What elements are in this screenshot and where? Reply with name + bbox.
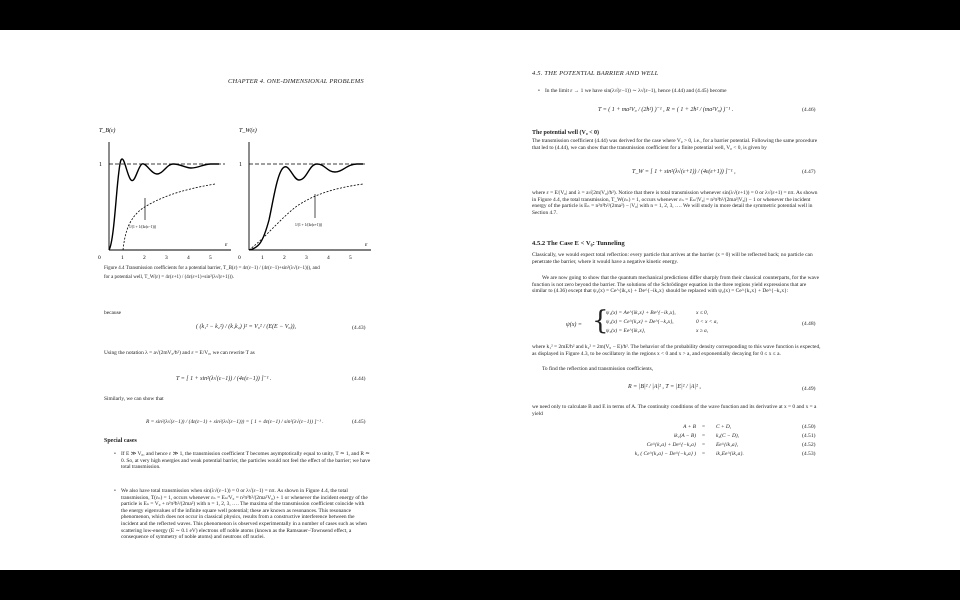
x-tick: 0 bbox=[98, 255, 101, 261]
equation-4-47: T_W = [ 1 + sin²(λ√(ε+1)) / (4ε(ε+1)) ]⁻¹ , bbox=[632, 169, 736, 175]
bullet-1-text: If E ≫ V₀, and hence ε ≫ 1, the transmission coefficient T becomes asymptotically equal to unity, T ≃ 1, and R ≃ 0. So, at very high energies and weak potential barrier, the particles would not feel the effect of the barrier; we have total transmission. bbox=[121, 451, 371, 471]
panel-b-annotation: 1/(1 + 1/(4ε(ε+1))) bbox=[295, 223, 323, 227]
equation-4-48-row-3: ψ₃(x) = Ee^{ik₁x}, bbox=[606, 328, 646, 334]
because-text: because bbox=[104, 310, 122, 316]
book-spread bbox=[0, 30, 960, 570]
potential-well-text: The transmission coefficient (4.44) was derived for the case where V₀ > 0, i.e., for a barrier potential. Following the same procedure that led to (4.44), we can show that the transmission coefficient for a finite potential well, V₀ < 0, is given by bbox=[532, 138, 818, 151]
x-tick: 1 bbox=[261, 255, 264, 261]
panel-b-tick-one: 1 bbox=[239, 162, 242, 168]
potential-well-heading: The potential well (V₀ < 0) bbox=[532, 130, 600, 136]
panel-b-envelope bbox=[249, 184, 363, 250]
equation-4-48-row-2: ψ₂(x) = Ce^{k₂x} + De^{−k₂x}, bbox=[606, 319, 674, 325]
bullet-dot: • bbox=[114, 488, 116, 494]
equation-4-48-lhs: ψ(x) = bbox=[566, 322, 582, 328]
where-text: where ε = E/|V₀| and λ = a√(2m|V₀|/ħ²). Notice that there is total transmission whenever sin(λ√(ε+1)) = 0 or λ√(ε+1) = nπ. As shown in Figure 4.4, the total transmission, T_W(εₙ) = 1, occurs whenever εₙ = Eₙ/|V₀| = n²π²ħ²/(2ma²|V₀|) − 1 or whenever the incident energy of the particle is Eₙ = n²π²ħ²/(2ma²) − |V₀| with n = 1, 2, 3, …. We will study in more detail the symmetric potential well in Section 4.7. bbox=[532, 190, 818, 216]
panel-a-curve bbox=[109, 159, 219, 250]
equation-number-4-52: (4.52) bbox=[802, 442, 816, 448]
tunneling-text-1: Classically, we would expect total reflection: every particle that arrives at the barrier (x = 0) will be reflected back; no particle can penetrate the barrier, where it would have a negative kinetic energy. bbox=[532, 252, 813, 265]
equation-4-45: R = sin²(λ√(ε−1)) / (4ε(ε−1) + sin²(λ√(ε−1))) = [ 1 + 4ε(ε−1) / sin²(λ√(ε−1)) ]⁻¹ . bbox=[146, 419, 324, 425]
panel-a-xvar: ε bbox=[225, 242, 228, 248]
bullet-dot: • bbox=[538, 88, 540, 94]
limit-bullet-text: In the limit ε → 1 we have sin(λ√(ε−1)) ∼ λ√(ε−1), hence (4.44) and (4.45) become bbox=[545, 88, 727, 94]
panel-a-envelope bbox=[123, 184, 215, 250]
equation-number-4-50: (4.50) bbox=[802, 424, 816, 430]
right-page bbox=[480, 30, 960, 570]
x-tick: 2 bbox=[143, 255, 146, 261]
equation-number-4-44: (4.44) bbox=[352, 376, 366, 382]
x-tick: 3 bbox=[165, 255, 168, 261]
equation-4-50-rhs: C + D, bbox=[716, 424, 732, 430]
equation-4-51-rhs: k₂(C − D), bbox=[716, 433, 740, 439]
find-coefficients-text: To find the reflection and transmission coefficients, bbox=[542, 366, 654, 372]
equation-4-48-brace: { bbox=[592, 306, 609, 336]
x-tick: 3 bbox=[305, 255, 308, 261]
equation-4-52-eq: = bbox=[702, 442, 706, 448]
x-tick: 5 bbox=[349, 255, 352, 261]
panel-well bbox=[238, 127, 371, 261]
section-4-5-2-heading: 4.5.2 The Case E < V₀: Tunneling bbox=[532, 240, 625, 247]
special-cases-heading: Special cases bbox=[104, 438, 137, 444]
equation-number-4-51: (4.51) bbox=[802, 433, 816, 439]
x-tick: 2 bbox=[283, 255, 286, 261]
bullet-2-text: We also have total transmission when sin(λ√(ε−1)) = 0 or λ√(ε−1) = nπ. As shown in Figure 4.4, the total transmission, T(εₙ) = 1, occurs whenever εₙ = Eₙ/V₀ = n²π²ħ²/(2ma²V₀) + 1 or whenever the incident energy of the particle is Eₙ = V₀ + n²π²ħ²/(2ma²) with n = 1, 2, 3, …. The maxima of the transmission coefficient coincide with the energy eigenvalues of the infinite square well potential; these are known as resonances. This resonance phenomenon, which does not occur in classical physics, results from a constructive interference between the incident and the reflected waves. This phenomenon is observed experimentally in a number of cases such as when scattering low-energy (E ∼ 0.1 eV) electrons off noble atoms (known as the Ramsauer–Townsend effect, a consequence of symmetry of noble atoms) and neutrons off nuclei. bbox=[121, 488, 368, 541]
equation-4-43: ( (k₁² − k₂²) / (k₁k₂) )² = V₀² / (E(E − V₀)), bbox=[196, 324, 296, 330]
figure-caption-line-1: Figure 4.4 Transmission coefficients for a potential barrier, T_B(ε) = 4ε(ε−1) / (4ε(ε−1)+sin²(λ√(ε−1))), and bbox=[104, 266, 320, 271]
equation-number-4-48: (4.48) bbox=[802, 321, 816, 327]
panel-b-ylabel: T_W(ε) bbox=[239, 128, 257, 134]
equation-number-4-43: (4.43) bbox=[352, 325, 366, 331]
equation-4-53-rhs: ik₁Ee^{ik₁a}. bbox=[716, 451, 744, 457]
equation-4-51-lhs: ik₁(A − B) bbox=[673, 433, 696, 439]
equation-4-53-lhs: k₂ ( Ce^{k₂a} − De^{−k₂a} ) bbox=[634, 451, 696, 457]
panel-b-curve bbox=[249, 164, 363, 250]
x-tick: 4 bbox=[327, 255, 330, 261]
figure-4-4 bbox=[95, 122, 475, 282]
equation-4-49: R = |B|² / |A|² , T = |E|² / |A|² , bbox=[628, 384, 701, 390]
figure-caption-line-2: for a potential well, T_W(ε) = 4ε(ε+1) / (4ε(ε+1)+sin²(λ√(ε+1))). bbox=[104, 275, 234, 280]
running-head-left: CHAPTER 4. ONE-DIMENSIONAL PROBLEMS bbox=[228, 78, 364, 85]
similarly-text: Similarly, we can show that bbox=[104, 396, 164, 402]
equation-4-50-lhs: A + B bbox=[683, 424, 696, 430]
equation-4-52-rhs: Ee^{ik₁a}, bbox=[716, 442, 739, 448]
equation-4-46: T = ( 1 + ma²V₀ / (2ħ²) )⁻¹ , R = ( 1 + 2ħ² / (ma²V₀) )⁻¹ . bbox=[598, 107, 734, 113]
equation-number-4-47: (4.47) bbox=[802, 169, 816, 175]
tunneling-text-2: We are now going to show that the quantum mechanical predictions differ sharply from their classical counterparts, for the wave function is not zero beyond the barrier. The solutions of the Schrödinger equation in the three regions yield expressions that are similar to (4.36) except that ψ₂(x) = Ce^{ik₂x} + De^{−ik₂x} should be replaced with ψ₂(x) = Ce^{k₂x} + De^{−k₂x}: bbox=[532, 275, 819, 295]
running-head-right: 4.5. THE POTENTIAL BARRIER AND WELL bbox=[532, 70, 659, 77]
equation-number-4-53: (4.53) bbox=[802, 451, 816, 457]
x-tick: 5 bbox=[209, 255, 212, 261]
notation-text: Using the notation λ = a√(2mV₀/ħ²) and ε = E/V₀, we can rewrite T as bbox=[104, 350, 255, 356]
equation-number-4-45: (4.45) bbox=[352, 419, 366, 425]
panel-a-ylabel: T_B(ε) bbox=[99, 128, 116, 134]
equation-4-48-cond-3: x ≥ a, bbox=[696, 328, 709, 334]
panel-a-tick-one: 1 bbox=[99, 162, 102, 168]
equation-4-44: T = [ 1 + sin²(λ√(ε−1)) / (4ε(ε−1)) ]⁻¹ . bbox=[176, 376, 272, 382]
equation-4-48-row-1: ψ₁(x) = Ae^{ik₁x} + Be^{−ik₁x}, bbox=[606, 310, 676, 316]
equation-number-4-49: (4.49) bbox=[802, 386, 816, 392]
equation-4-52-lhs: Ce^{k₂a} + De^{−k₂a} bbox=[646, 442, 696, 448]
equation-4-48-cond-1: x ≤ 0, bbox=[696, 310, 709, 316]
equation-4-51-eq: = bbox=[702, 433, 706, 439]
equation-number-4-46: (4.46) bbox=[802, 107, 816, 113]
equation-4-48-cond-2: 0 < x < a, bbox=[696, 319, 718, 325]
panel-a-annotation: 1/(1 + 1/(4ε(ε−1))) bbox=[129, 225, 157, 229]
x-tick: 4 bbox=[187, 255, 190, 261]
x-tick: 1 bbox=[121, 255, 124, 261]
panel-b-xvar: ε bbox=[365, 242, 368, 248]
continuity-text: we need only to calculate B and E in terms of A. The continuity conditions of the wave function and its derivative at x = 0 and x = a yield bbox=[532, 404, 817, 417]
equation-4-50-eq: = bbox=[702, 424, 706, 430]
x-tick: 0 bbox=[238, 255, 241, 261]
left-page bbox=[0, 30, 480, 570]
wave-number-text: where k₁² = 2mE/ħ² and k₂² = 2m(V₀ − E)/ħ². The behavior of the probability density corresponding to this wave function is expected, as displayed in Figure 4.3, to be oscillatory in the regions x < 0 and x > a, and exponentially decaying for 0 ≤ x ≤ a. bbox=[532, 344, 821, 357]
bullet-dot: • bbox=[114, 451, 116, 457]
panel-barrier bbox=[98, 127, 231, 261]
equation-4-53-eq: = bbox=[702, 451, 706, 457]
